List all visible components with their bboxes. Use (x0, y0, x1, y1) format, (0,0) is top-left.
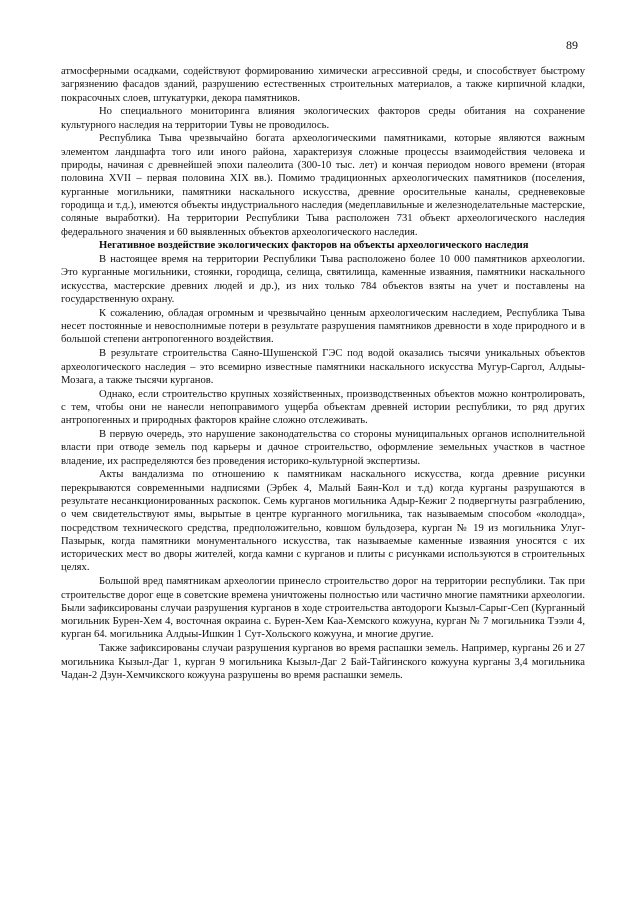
section-heading: Негативное воздействие экологических факторов на объекты археологического наследия (99, 240, 529, 252)
paragraph: Республика Тыва чрезвычайно богата археологическими памятниками, которые являются важным элементом ландшафта того или иного района, характеризуя сложные процессы взаимодействия человека и природы, начиная с древнейшей эпохи палеолита (300-10 тыс. лет) и кончая периодом нового времени (вторая половина XVII – первая половина XIX вв.). Помимо традиционных археологических памятников (поселения, курганные могильники, памятники наскального искусства, древние оросительные каналы, средневековые городища и т.д.), имеются объекты индустриального наследия (медеплавильные и железноделательные мастерские, соляные выработки). На территории Республики Тыва расположен 731 объект археологического наследия федерального значения и 60 выявленных объектов археологического наследия. (61, 133, 585, 238)
paragraph: Большой вред памятникам археологии принесло строительство дорог на территории республики. Так при строительстве дорог еще в советские времена уничтожены полностью или частично многие памятники археологии. Были зафиксированы случаи разрушения курганов в ходе строительства автодороги Кызыл-Сарыг-Сеп (Курганный могильник Бурен-Хем 4, восточная окраина с. Бурен-Хем Каа-Хемского кожууна, курган № 7 могильника Тээли 4, курган 64. могильника Алдыы-Ишкин 1 Сут-Хольского кожууна, и многие другие. (61, 576, 585, 641)
paragraph: атмосферными осадками, содействуют формированию химически агрессивной среды, и способствует быстрому загрязнению фасадов зданий, разрушению естественных строительных материалов, а также кирпичной кладки, покрасочных слоев, штукатурки, декора памятников. (61, 66, 585, 104)
paragraph: Но специального мониторинга влияния экологических факторов среды обитания на сохранение культурного наследия на территории Тувы не проводилось. (61, 106, 585, 131)
paragraph: В первую очередь, это нарушение законодательства со стороны муниципальных органов исполнительной власти при отводе земель под карьеры и дачное строительство, оформление земельных участков в частное владение, их распределяются без проведения историко-культурной экспертизы. (61, 429, 585, 467)
paragraph: В настоящее время на территории Республики Тыва расположено более 10 000 памятников археологии. Это курганные могильники, стоянки, городища, селища, святилища, каменные изваяния, памятники наскального искусства, мастерские древних людей и др.), из них только 784 объектов взяты на учет и поставлены на государственную охрану. (61, 254, 585, 306)
page-number: 89 (566, 38, 578, 52)
paragraph: Акты вандализма по отношению к памятникам наскального искусства, когда древние рисунки перекрываются современными надписями (Эрбек 4, Малый Баян-Кол и т.д) когда курганы разрушаются в результате несанкционированных раскопок. Семь курганов могильника Адыр-Кежиг 2 подвергнуты разграблению, о чем свидетельствуют ямы, вырытые в центре курганного могильника, так называемым способом «колодца», посредством технического средства, предположительно, ковшом бульдозера, курган № 19 из могильника Улуг-Пазырык, когда памятники монументального искусства, так называемые каменные изваяния уносятся с их исторических мест во дворы жителей, когда камни с курганов и плиты с рисунками используются в строительных целях. (61, 469, 585, 574)
paragraph: К сожалению, обладая огромным и чрезвычайно ценным археологическим наследием, Республика Тыва несет постоянные и невосполнимые потери в результате разрушения памятников древности в ходе природного и в большой степени антропогенного воздействия. (61, 307, 585, 346)
paragraph: Однако, если строительство крупных хозяйственных, производственных объектов можно контролировать, с тем, чтобы они не нанесли непоправимого ущерба объектам древней истории республики, то ряд других антропогенных и природных факторов крайне сложно отслеживать. (61, 388, 585, 427)
paragraph: Также зафиксированы случаи разрушения курганов во время распашки земель. Например, курганы 26 и 27 могильника Кызыл-Даг 1, курган 9 могильника Кызыл-Даг 2 Бай-Тайгинского кожууна курганы 3,4 могильника Чадан-2 Дзун-Хемчикского кожууна разрушены во время распашки земель. (61, 643, 585, 681)
body-text (61, 65, 585, 683)
paragraph: В результате строительства Саяно-Шушенской ГЭС под водой оказались тысячи уникальных объектов археологического наследия – это всемирно известные памятники наскального искусства Мугур-Саргол, Алдыы-Мозага, а также тысячи курганов. (61, 348, 585, 386)
